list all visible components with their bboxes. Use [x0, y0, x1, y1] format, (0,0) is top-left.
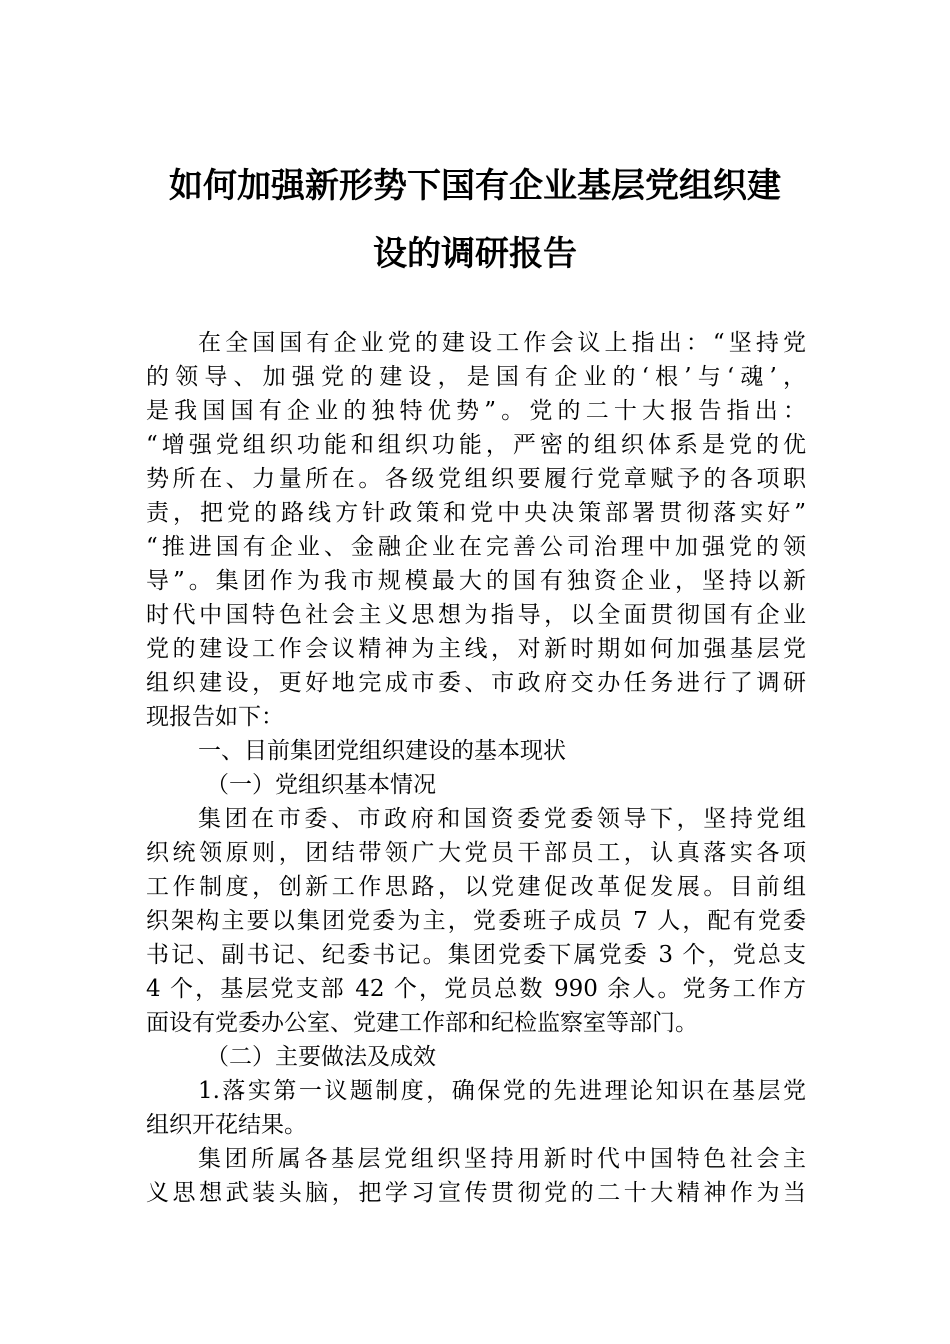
- text-line: 工作制度，创新工作思路，以党建促改革促发展。目前组: [146, 874, 806, 900]
- text-line: “增强党组织功能和组织功能，严密的组织体系是党的优: [146, 432, 806, 458]
- text-line: 现报告如下：: [146, 704, 284, 730]
- text-line: 组织建设，更好地完成市委、市政府交办任务进行了调研: [146, 670, 806, 696]
- text-line: 势所在、力量所在。各级党组织要履行党章赋予的各项职: [146, 466, 806, 492]
- text-line: 的领导、加强党的建设，是国有企业的‘根’与‘魂’，: [146, 364, 806, 390]
- text-line: 集团在市委、市政府和国资委党委领导下，坚持党组: [198, 806, 806, 832]
- text-line: 织统领原则，团结带领广大党员干部员工，认真落实各项: [146, 840, 806, 866]
- text-line: 导”。集团作为我市规模最大的国有独资企业，坚持以新: [146, 568, 806, 594]
- text-line: 责，把党的路线方针政策和党中央决策部署贯彻落实好”: [146, 500, 806, 526]
- subsection-heading: （二）主要做法及成效: [206, 1044, 436, 1070]
- text-line: 党的建设工作会议精神为主线，对新时期如何加强基层党: [146, 636, 806, 662]
- item-1-paragraph: [146, 1074, 806, 1142]
- document-body: [146, 326, 806, 1210]
- intro-paragraph: [146, 326, 806, 734]
- text-line: 集团所属各基层党组织坚持用新时代中国特色社会主: [198, 1146, 806, 1172]
- text-line: 是我国国有企业的独特优势”。党的二十大报告指出：: [146, 398, 806, 424]
- text-line: 组织开花结果。: [146, 1112, 307, 1138]
- text-line: 时代中国特色社会主义思想为指导，以全面贯彻国有企业: [146, 602, 806, 628]
- text-line: 织架构主要以集团党委为主，党委班子成员 7 人，配有党委: [146, 908, 806, 934]
- document-title-line-1: 如何加强新形势下国有企业基层党组织建: [169, 166, 781, 206]
- document-title-line-2: 设的调研报告: [373, 234, 577, 274]
- text-line: 4 个，基层党支部 42 个，党员总数 990 余人。党务工作方: [146, 976, 806, 1002]
- text-line: 在全国国有企业党的建设工作会议上指出：“坚持党: [198, 330, 806, 356]
- text-line: 1.落实第一议题制度，确保党的先进理论知识在基层党: [198, 1078, 806, 1104]
- text-line: “推进国有企业、金融企业在完善公司治理中加强党的领: [146, 534, 806, 560]
- subsection-1-paragraph: [146, 802, 806, 1040]
- text-line: 面设有党委办公室、党建工作部和纪检监察室等部门。: [146, 1010, 698, 1036]
- subsection-heading: （一）党组织基本情况: [206, 772, 436, 798]
- section-heading: 一、目前集团党组织建设的基本现状: [198, 738, 566, 764]
- body-paragraph: [146, 1142, 806, 1210]
- text-line: 书记、副书记、纪委书记。集团党委下属党委 3 个，党总支: [146, 942, 806, 968]
- text-line: 义思想武装头脑，把学习宣传贯彻党的二十大精神作为当: [146, 1180, 806, 1206]
